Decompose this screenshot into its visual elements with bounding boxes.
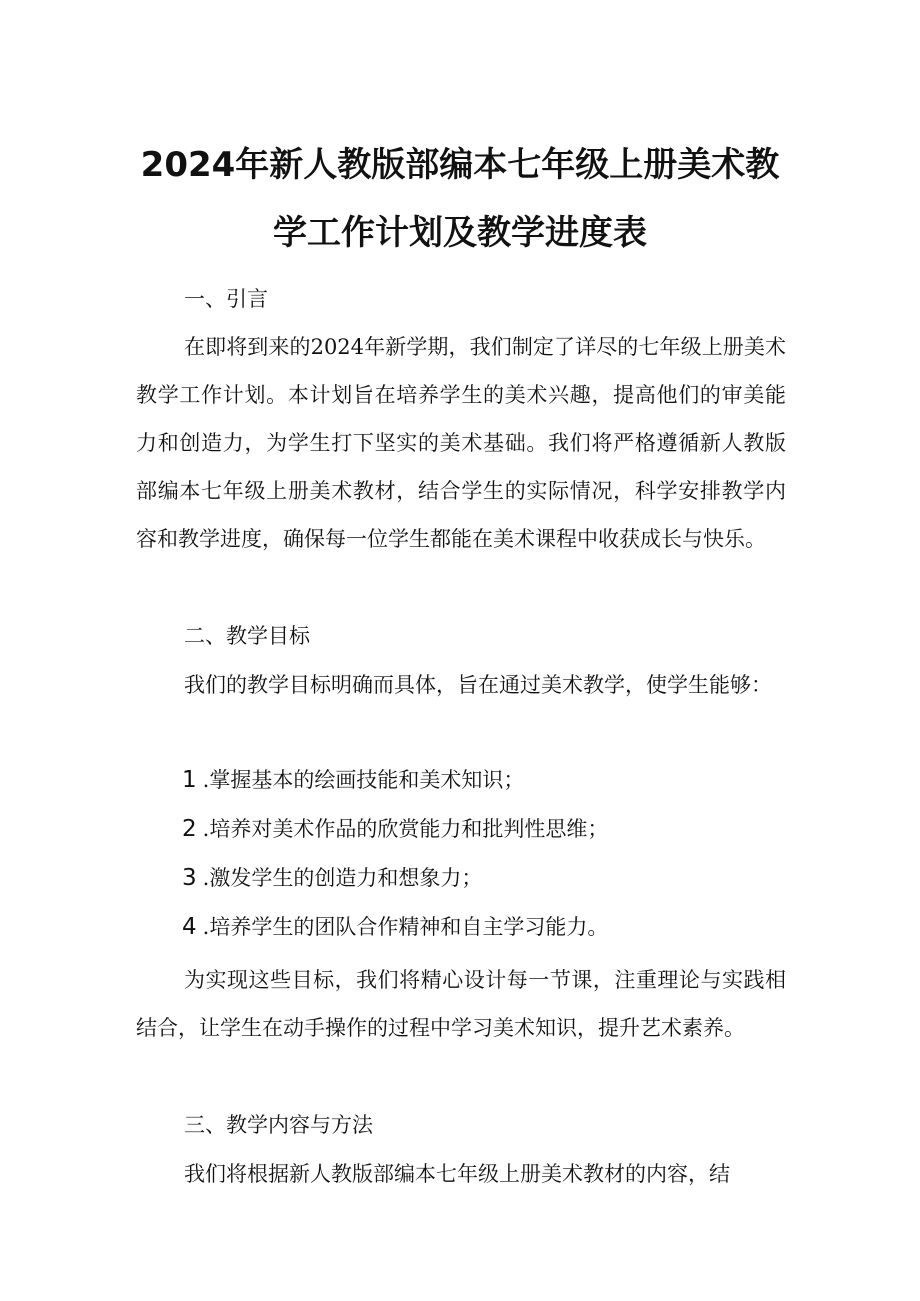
document-title-line-2: 学工作计划及教学进度表 <box>273 213 647 253</box>
goal-number: 1 <box>182 767 197 793</box>
goal-list-item <box>182 814 608 844</box>
goal-number: 4 <box>182 914 197 940</box>
section-heading-content-methods: 三、教学内容与方法 <box>184 1113 373 1137</box>
goal-text: .培养对美术作品的欣赏能力和批判性思维； <box>202 817 609 841</box>
section-heading-goals: 二、教学目标 <box>184 624 310 648</box>
goals-intro-block <box>136 661 786 709</box>
goal-list-item <box>182 863 482 893</box>
introduction-paragraph-block <box>136 323 786 563</box>
goal-text: .培养学生的团队合作精神和自主学习能力。 <box>202 915 609 939</box>
content-methods-paragraph: 我们将根据新人教版部编本七年级上册美术教材的内容，结 <box>184 1162 730 1186</box>
document-title-line-1: 2024年新人教版部编本七年级上册美术教 <box>140 145 780 185</box>
goal-text: .激发学生的创造力和想象力； <box>202 866 483 890</box>
goal-number: 2 <box>182 816 197 842</box>
introduction-paragraph: 在即将到来的2024年新学期，我们制定了详尽的七年级上册美术教学工作计划。本计划旨在培养学生的美术兴趣，提高他们的审美能力和创造力，为学生打下坚实的美术基础。我们将严格遵循新人教版部编本七年级上册美术教材，结合学生的实际情况，科学安排教学内容和教学进度，确保每一位学生都能在美术课程中收获成长与快乐。 <box>136 335 786 551</box>
content-methods-block <box>136 1150 786 1198</box>
goal-text: .掌握基本的绘画技能和美术知识； <box>202 768 525 792</box>
goal-number: 3 <box>182 865 197 891</box>
goals-closing-paragraph: 为实现这些目标，我们将精心设计每一节课，注重理论与实践相结合，让学生在动手操作的过程中学习美术知识，提升艺术素养。 <box>136 968 786 1040</box>
goal-list-item <box>182 765 524 795</box>
goals-closing-block <box>136 956 786 1052</box>
goal-list-item <box>182 912 608 942</box>
section-heading-introduction: 一、引言 <box>184 287 268 311</box>
goals-intro-paragraph: 我们的教学目标明确而具体，旨在通过美术教学，使学生能够： <box>184 673 772 697</box>
